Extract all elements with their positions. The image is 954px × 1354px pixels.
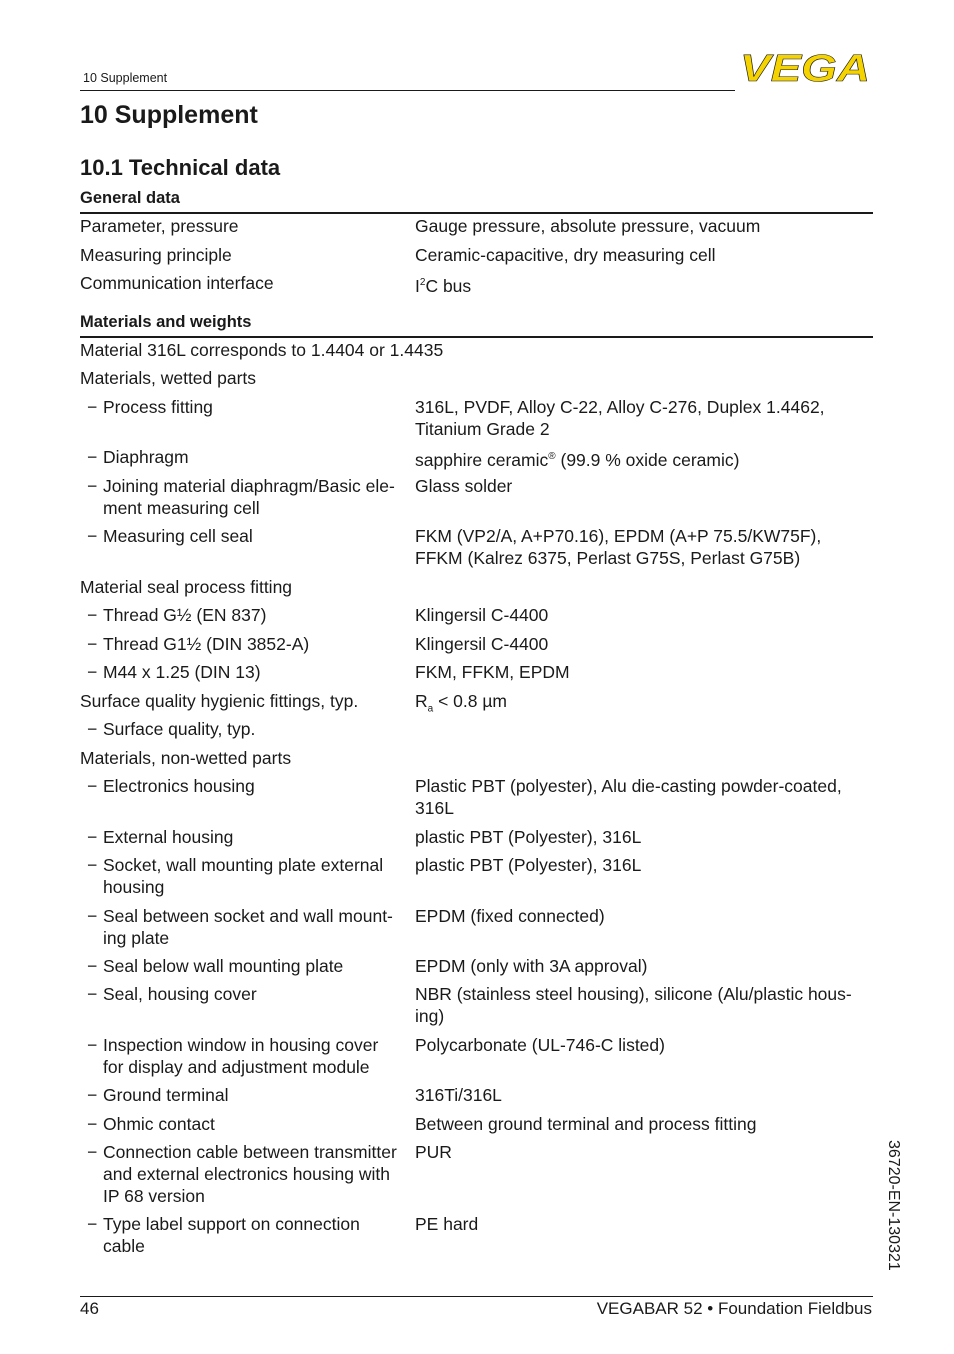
header-rule [80,90,735,91]
wetted-parts-heading: Materials, wetted parts [80,368,257,388]
spec-value: Polycarbonate (UL-746-C listed) [415,1035,665,1055]
spec-label: Surface quality hygienic fittings, typ. [80,691,359,711]
spec-value: Plastic PBT (polyester), Alu die-casting powder-coated, 316L [415,776,842,818]
logo-text: VEGA [740,50,870,86]
spec-label: − M44 x 1.25 (DIN 13) [87,662,261,682]
materials-rule [80,336,873,338]
document-id: 36720-EN-130321 [885,1140,902,1271]
spec-value: FKM (VP2/A, A+P70.16), EPDM (A+P 75.5/KW75F), FFKM (Kalrez 6375, Perlast G75S, Perlast G75B) [415,526,822,568]
spec-value: sapphire ceramic® (99.9 % oxide ceramic) [415,449,740,470]
running-head: 10 Supplement [83,71,168,85]
seal-heading: Material seal process fitting [80,577,293,597]
spec-label: − Seal below wall mounting plate [87,956,344,976]
spec-value: 316Ti/316L [415,1085,502,1105]
spec-label: − Type label support on connection cable [87,1214,360,1256]
spec-label: − Measuring cell seal [87,526,253,546]
general-data-heading: General data [80,189,180,207]
spec-label: − Thread G1½ (DIN 3852-A) [87,634,310,654]
spec-value: NBR (stainless steel housing), silicone (Alu/plastic hous- ing) [415,984,852,1026]
spec-label: − Seal between socket and wall mount- ing plate [87,906,393,948]
nonwetted-heading: Materials, non-wetted parts [80,748,292,768]
spec-value: 316L, PVDF, Alloy C-22, Alloy C-276, Duplex 1.4462, Titanium Grade 2 [415,397,825,439]
spec-label: − Seal, housing cover [87,984,257,1004]
spec-label: − Surface quality, typ. [87,719,256,739]
spec-label: − Diaphragm [87,447,189,467]
spec-value: FKM, FFKM, EPDM [415,662,570,682]
spec-label: − Connection cable between transmitter and external electronics housing with IP 68 version [87,1142,397,1206]
spec-value: plastic PBT (Polyester), 316L [415,855,642,875]
spec-value: Gauge pressure, absolute pressure, vacuum [415,216,761,236]
spec-label: Parameter, pressure [80,216,239,236]
spec-label: Communication interface [80,273,274,293]
spec-value: Klingersil C-4400 [415,605,549,625]
spec-value: Between ground terminal and process fitting [415,1114,757,1134]
spec-value: plastic PBT (Polyester), 316L [415,827,642,847]
spec-value: Klingersil C-4400 [415,634,549,654]
spec-label: − Socket, wall mounting plate external housing [87,855,384,897]
spec-label: Measuring principle [80,245,232,265]
spec-label: − Joining material diaphragm/Basic ele- ment measuring cell [87,476,395,518]
spec-label: − External housing [87,827,234,847]
spec-value: EPDM (only with 3A approval) [415,956,648,976]
section-title: 10.1 Technical data [80,155,281,180]
spec-label: − Inspection window in housing cover for display and adjustment module [87,1035,379,1077]
spec-label: − Ground terminal [87,1085,229,1105]
document-title: VEGABAR 52 • Foundation Fieldbus [596,1299,872,1318]
materials-heading: Materials and weights [80,313,252,331]
vega-logo [740,50,872,86]
material-note: Material 316L corresponds to 1.4404 or 1.4435 [80,340,444,360]
spec-value: Glass solder [415,476,513,496]
spec-value: PUR [415,1142,452,1162]
spec-label: − Process fitting [87,397,213,417]
page-number: 46 [80,1299,99,1318]
spec-label: − Ohmic contact [87,1114,215,1134]
spec-label: − Thread G½ (EN 837) [87,605,267,625]
spec-value: $I^2C$ bus [415,275,472,296]
spec-value: Ceramic-capacitive, dry measuring cell [415,245,716,265]
spec-value: PE hard [415,1214,479,1234]
footer-rule [80,1296,873,1297]
spec-value: EPDM (fixed connected) [415,906,605,926]
general-data-rule [80,212,873,214]
spec-value: $R_a < 0.8$ µm [415,691,507,715]
page-title: 10 Supplement [80,101,258,129]
spec-label: − Electronics housing [87,776,255,796]
